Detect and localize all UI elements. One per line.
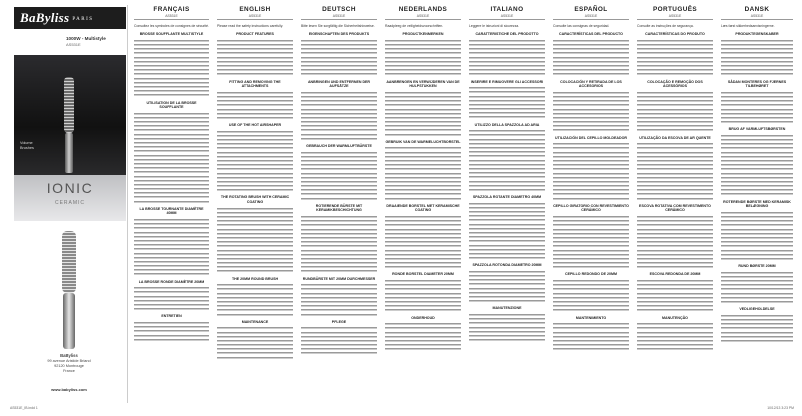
address-block [16,353,122,374]
brand-sub: PARIS [72,17,94,22]
body-text-line [469,115,545,119]
section-heading: THE 20MM ROUND BRUSH [231,276,279,281]
body-text-line [217,72,293,76]
column-italiano [465,5,549,403]
body-text-line [385,347,461,351]
section-heading: THE ROTATING BRUSH WITH CERAMIC COATING [220,195,290,205]
section-heading: LA BROSSE RONDE DIAMÈTRE 20MM [138,279,205,284]
lang-heading: NEDERLANDS [398,6,448,13]
section-heading: CEPILLO REDONDO DE 20MM [565,272,617,277]
section-heading: ENTRETIEN [161,314,182,319]
section-heading: USE OF THE HOT AIRSHAPER [228,123,282,128]
model-code: AS531E [553,14,629,20]
body-text-line [217,188,293,192]
intro-text: Læs først sikkerhedsanvisningerne. [721,24,775,28]
cover-model: AS531E [66,42,81,47]
section-heading: UTILIZAÇÃO DA ESCOVA DE AR QUENTE [639,135,711,140]
column-francais [130,5,213,403]
lang-heading: ENGLISH [239,6,271,13]
section-heading: RUNDBÜRSTE MIT 20MM DURCHMESSER [302,276,376,281]
section-heading: ANBRINGEN UND ENTFERNEN DER AUFSÄTZE [307,79,371,89]
print-slug-left: AS531E_IB.indd 1 [10,406,38,410]
section-heading: ESCOVA REDONDA DE 20MM [649,272,701,277]
body-text-line [721,339,793,343]
section-heading: EIGENSCHAFTEN DES PRODUKTS [308,32,370,37]
body-text-line [301,313,377,317]
model-code: AS531E [637,14,713,20]
body-text-line [385,265,461,269]
section-heading: MANUTENZIONE [492,306,522,311]
intro-text: Please read the safety instructions carefully. [217,24,284,28]
body-text-line [553,128,629,132]
body-text-line [301,197,377,201]
body-text-line [217,269,293,273]
section-heading: PFLEGE [331,319,347,324]
column-espanol [549,5,633,403]
body-text-line [637,265,713,269]
body-text-line [721,120,793,124]
section-heading: RUND BØRSTE 20MM [738,264,776,269]
section-heading: CARACTERÍSTICAS DO PRODUTO [645,32,705,37]
section-heading: INSERIRE E RIMUOVERE GLI ACCESSORI [470,79,544,84]
brush-handle-image [65,133,73,173]
intro-text: Consulte as instruções de segurança. [637,24,694,28]
body-text-line [637,128,713,132]
product-brush-image [62,231,76,293]
body-text-line [301,72,377,76]
section-heading: UTILIZZO DELLA SPAZZOLA AD ARIA [474,122,540,127]
section-heading: ROTIERENDE BÜRSTE MIT KERAMIKBESCHICHTUNG [315,203,363,213]
model-code: AS531E [301,14,377,20]
section-heading: ONDERHOUD [411,315,435,320]
body-text-line [469,299,545,303]
body-text-line [637,197,713,201]
section-heading: ROTERENDE BØRSTE MED KERAMISK BELÆGNING [723,199,791,209]
cover-panel [10,5,128,403]
body-text-line [721,72,793,76]
cover-image [14,55,126,175]
intro-text: Raadpleeg de veiligheidsvoorschriften. [385,24,444,28]
body-text-line [469,72,545,76]
column-nederlands [381,5,465,403]
intro-text: Leggere le istruzioni di sicurezza. [469,24,520,28]
section-heading: LA BROSSE TOURNANTE DIAMÈTRE 40MM [139,206,204,216]
body-text-line [385,197,461,201]
model-code: AS531E [721,14,793,20]
section-heading: RONDE BORSTEL DIAMETER 20MM [392,272,454,277]
brush-head-image [64,77,74,133]
cover-tagline [20,141,34,151]
address-line-3: France [63,369,75,373]
tagline-line-2: Brushes [20,146,34,150]
address-brand: BaByliss [60,353,78,358]
body-text-line [637,347,713,351]
section-heading: COLOCAÇÃO E REMOÇÃO DOS ACESSÓRIOS [647,79,703,89]
body-text-line [301,269,377,273]
brand-logo [14,7,126,29]
website-link[interactable]: www.babyliss.com [51,387,87,392]
body-text-line [553,308,629,312]
body-text-line [217,313,293,317]
intro-text: Bitte lesen Sie sorgfältig die Sicherheitshinweise. [301,24,375,28]
section-heading: MAINTENANCE [241,319,269,324]
section-heading: MANUTENÇÃO [662,315,688,320]
intro-text: Consulte las consignas de seguridad. [553,24,610,28]
lang-heading: PORTUGUÊS [652,6,698,13]
section-heading: SPAZZOLA ROTANTE DIAMETRO 40MM [472,195,542,200]
body-text-line [721,257,793,261]
body-text-line [553,347,629,351]
lang-heading: FRANÇAIS [153,6,190,13]
body-text-line [469,256,545,260]
body-text-line [134,307,209,311]
section-heading: AANBRENGEN EN VERWIJDEREN VAN DE HULPSTUKKEN [386,79,460,89]
model-code: AS531E [134,14,209,20]
model-code: AS531E [469,14,545,20]
section-heading: UTILISATION DE LA BROSSE SOUFFLANTE [146,100,197,110]
section-heading: MANTENIMIENTO [575,315,607,320]
section-heading: CARATTERISTICHE DEL PRODOTTO [475,32,539,37]
body-text-line [553,265,629,269]
section-heading: FITTING AND REMOVING THE ATTACHMENTS [229,79,281,89]
section-heading: GEBRUIK VAN DE WARMELUCHTBORSTEL [385,139,461,144]
brand-name: BaByliss [20,10,70,25]
body-text-line [721,192,793,196]
body-text-line [134,338,209,342]
body-text-line [217,116,293,120]
product-photo [52,231,86,349]
section-heading: DRAAIENDE BORSTEL MET KERAMISCHE COATING [386,203,460,213]
ionic-ceramic-banner [14,175,126,221]
tagline-line-1: Volume [20,141,33,145]
section-heading: BROSSE SOUFFLANTE MULTISTYLE [139,32,204,37]
column-english [213,5,297,403]
body-text-line [301,137,377,141]
ionic-label: IONIC [46,180,94,196]
address-line-1: 99 avenue Aristide Briand [47,359,91,363]
body-text-line [385,133,461,137]
section-heading: SÅDAN MONTERES OG FJERNES TILBEHØRET [727,79,787,89]
body-text-line [469,338,545,342]
body-text-line [469,188,545,192]
body-text-line [385,72,461,76]
body-text-line [134,93,209,97]
lang-heading: DANSK [744,6,770,13]
body-text-line [553,72,629,76]
model-code: AS531E [385,14,461,20]
body-text-line [385,308,461,312]
body-text-line [553,197,629,201]
body-text-line [134,200,209,204]
cover-title: 1000W - Multistyle [66,36,106,41]
address-line-2: 92120 Montrouge [54,364,84,368]
section-heading: PRODUCT FEATURES [236,32,274,37]
intro-text: Consultez les symboles de consignes de sécurité. [134,24,210,28]
section-heading: VEDLIGEHOLDELSE [739,307,775,312]
section-heading: ESCOVA ROTATIVA COM REVESTIMENTO CERÂMICO [639,203,711,213]
column-portugues [633,5,717,403]
body-text-line [637,308,713,312]
section-heading: CARACTERÍSTICAS DEL PRODUCTO [559,32,623,37]
model-code: AS531E [217,14,293,20]
lang-heading: ITALIANO [490,6,524,13]
product-handle-image [63,293,75,349]
lang-heading: DEUTSCH [322,6,356,13]
section-heading: BRUG AF VARMLUFTSBØRSTEN [728,127,786,132]
body-text-line [637,72,713,76]
body-text-line [217,356,293,360]
section-heading: PRODUCTKENMERKEN [402,32,444,37]
body-text-line [134,272,209,276]
section-heading: SPAZZOLA ROTONDA DIAMETRO 20MM [472,263,542,268]
section-heading: GEBRAUCH DER WARMLUFTBÜRSTE [306,144,372,149]
column-deutsch [297,5,381,403]
lang-heading: ESPAÑOL [574,6,608,13]
body-text-line [301,351,377,355]
section-heading: UTILIZACIÓN DEL CEPILLO MOLDEADOR [554,135,627,140]
print-slug-right: 10/12/13 3:23 PM [767,406,794,410]
ceramic-label: CERAMIC [54,200,86,206]
column-dansk [717,5,797,403]
body-text-line [721,300,793,304]
section-heading: PRODUKTEGENSKABER [735,32,779,37]
section-heading: CEPILLO GIRATORIO CON REVESTIMIENTO CERÁMICO [553,203,629,213]
section-heading: COLOCACIÓN Y RETIRADA DE LOS ACCESORIOS [560,79,622,89]
